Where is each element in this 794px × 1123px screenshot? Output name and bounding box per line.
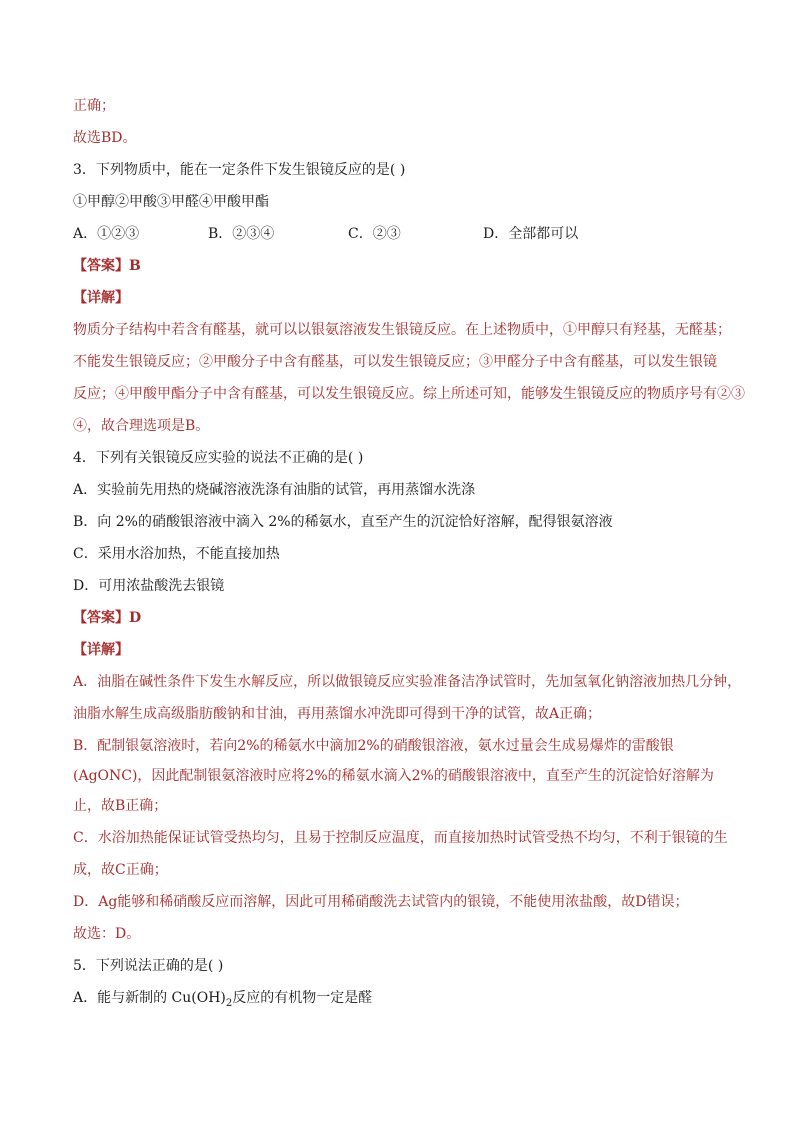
question-4-option-c: C．采用水浴加热，不能直接加热 <box>73 546 280 562</box>
detail-label: 【详解】 <box>73 642 129 658</box>
detail-line: 故选：D。 <box>73 926 141 942</box>
detail-line: 止，故B正确； <box>73 798 168 814</box>
detail-line: 不能发生银镜反应；②甲酸分子中含有醛基，可以发生银镜反应；③甲醛分子中含有醛基，可以发生银镜 <box>73 354 717 370</box>
answer-label <box>73 256 141 276</box>
question-4-option-a: A．实验前先用热的烧碱溶液洗涤有油脂的试管，再用蒸馏水洗涤 <box>73 482 476 498</box>
subscript: 2 <box>225 997 233 1009</box>
detail-line <box>73 384 745 404</box>
text-line: 故选BD。 <box>73 130 137 146</box>
question-3-items: ①甲醇②甲酸③甲醛④甲酸甲酯 <box>73 194 269 210</box>
detail-line <box>73 320 731 340</box>
option-c: C．②③ <box>348 226 401 242</box>
answer-label: 【答案】D <box>73 610 142 626</box>
option-b: B．②③④ <box>208 226 275 242</box>
option-text: A．能与新制的 Cu(OH) <box>73 990 226 1006</box>
answer-text: 【答案】B <box>73 258 141 274</box>
detail-line: 成，故C正确； <box>73 862 168 878</box>
question-3-stem: 3．下列物质中，能在一定条件下发生银镜反应的是( ) <box>73 162 406 178</box>
detail-line: A．油脂在碱性条件下发生水解反应，所以做银镜反应实验准备洁净试管时，先加氢氧化钠溶液加热几分钟， <box>73 674 742 690</box>
detail-line: ④，故合理选项是B。 <box>73 418 210 434</box>
detail-highlight: ④甲酸甲酯分子中含有醛基，可以发生银镜反应。综上所述可知，能够发生银镜反应的物质序号有②③ <box>115 386 745 402</box>
question-5-option-a <box>73 988 372 1008</box>
question-5-stem: 5．下列说法正确的是( ) <box>73 958 224 974</box>
detail-line: D．Ag能够和稀硝酸反应而溶解，因此可用稀硝酸洗去试管内的银镜，不能使用浓盐酸，故D错误； <box>73 894 689 910</box>
question-4-stem: 4．下列有关银镜反应实验的说法不正确的是( ) <box>73 450 364 466</box>
option-d: D．全部都可以 <box>483 226 579 242</box>
detail-line: 油脂水解生成高级脂肪酸钠和甘油，再用蒸馏水冲洗即可得到干净的试管，故A正确； <box>73 706 602 722</box>
detail-line: B．配制银氨溶液时，若向2%的稀氨水中滴加2%的硝酸银溶液，氨水过量会生成易爆炸的雷酸银 <box>73 738 674 754</box>
text-line: 正确； <box>73 98 115 114</box>
detail-text: 反应； <box>73 386 115 402</box>
detail-text: 物质分子结构中若含有醛基，就可以以银氨溶液发生银镜反应。在上述物质中， <box>73 322 563 338</box>
question-4-option-b: B．向 2%的硝酸银溶液中滴入 2%的稀氨水，直至产生的沉淀恰好溶解，配得银氨溶液 <box>73 514 613 530</box>
option-a: A．①②③ <box>73 226 140 242</box>
detail-label: 【详解】 <box>73 290 129 306</box>
option-text: 反应的有机物一定是醛 <box>232 990 373 1006</box>
question-4-option-d: D．可用浓盐酸洗去银镜 <box>73 578 225 594</box>
detail-highlight: ①甲醇只有羟基，无醛基； <box>563 322 731 338</box>
detail-line: C．水浴加热能保证试管受热均匀，且易于控制反应温度，而直接加热时试管受热不均匀，不利于银镜的生 <box>73 830 728 846</box>
detail-line: (AgONC)，因此配制银氨溶液时应将2%的稀氨水滴入2%的硝酸银溶液中，直至产生的沉淀恰好溶解为 <box>73 768 714 784</box>
